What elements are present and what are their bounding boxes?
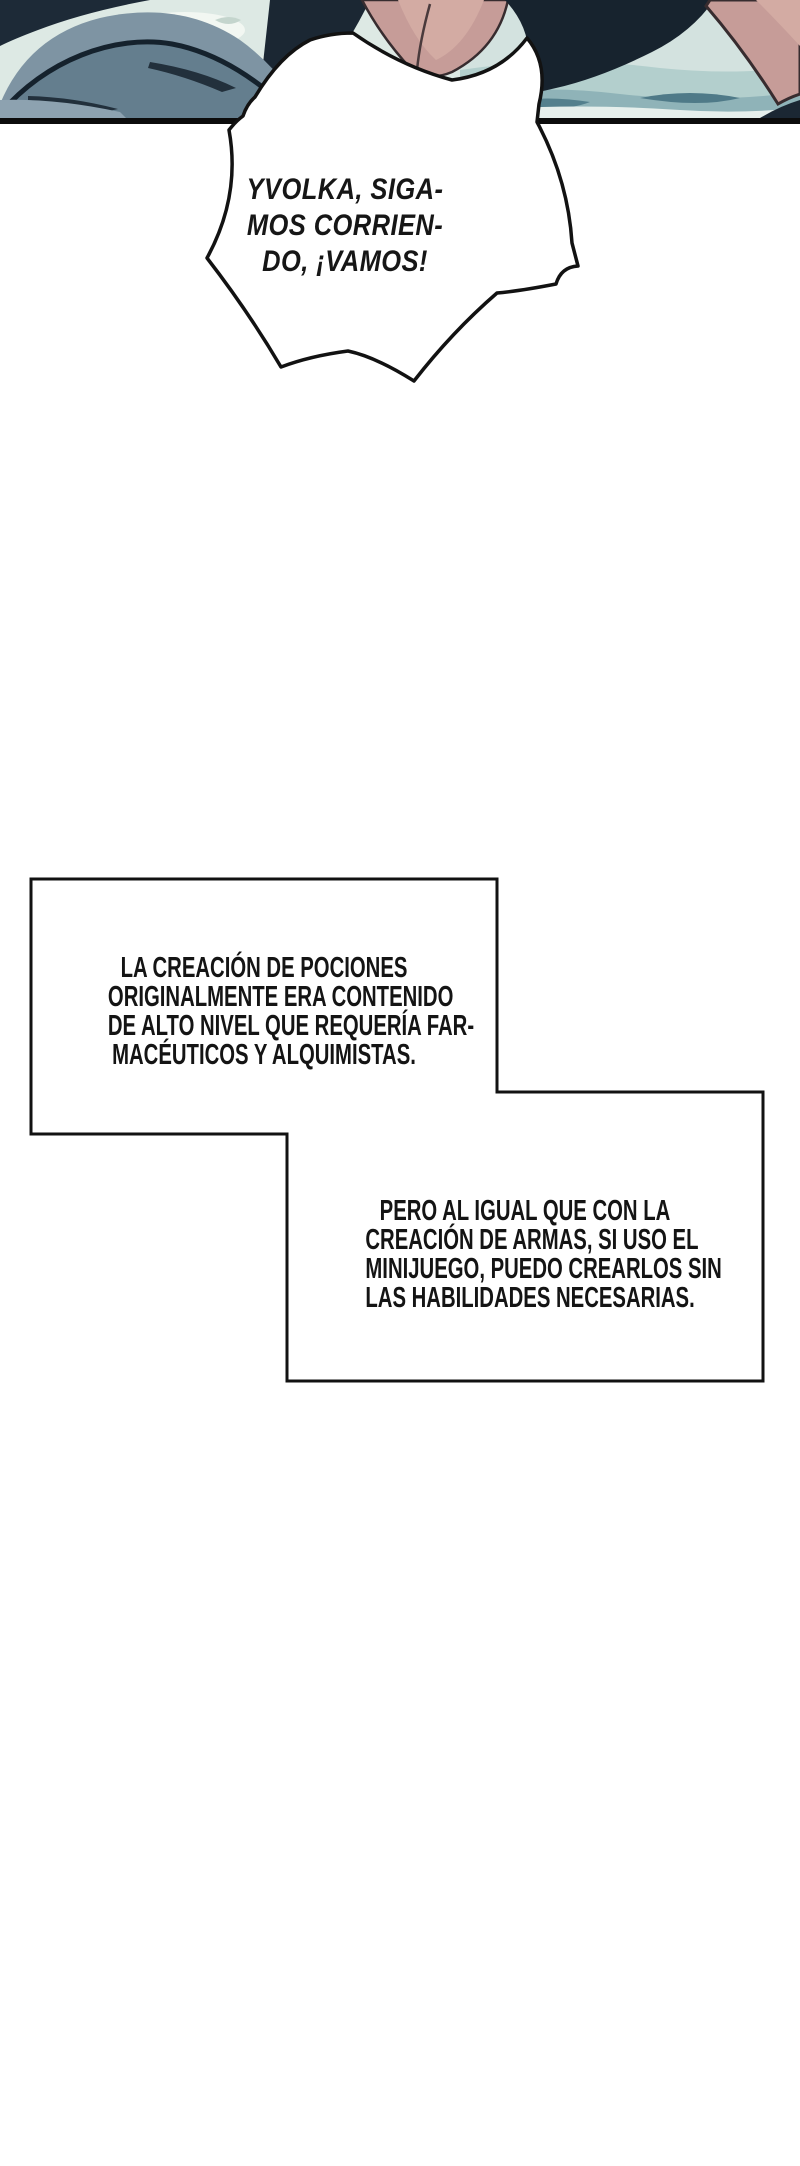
caption-line: LA CREACIÓN DE POCIONES xyxy=(120,952,408,984)
caption-line: DE ALTO NIVEL QUE REQUERÍA FAR- xyxy=(107,1010,475,1042)
caption-box-2-text xyxy=(365,1195,722,1314)
caption-line: PERO AL IGUAL QUE CON LA xyxy=(379,1195,671,1227)
bubble-line: MOS CORRIEN- xyxy=(246,209,444,242)
bubble-line: DO, ¡VAMOS! xyxy=(262,245,428,278)
caption-boxes-shape xyxy=(0,860,800,1400)
speech-bubble-text xyxy=(218,172,473,280)
caption-line: ORIGINALMENTE ERA CONTENIDO xyxy=(107,981,454,1013)
caption-line: MINIJUEGO, PUEDO CREARLOS SIN xyxy=(365,1253,722,1285)
caption-box-1-text xyxy=(107,952,475,1071)
caption-line: MACÉUTICOS Y ALQUIMISTAS. xyxy=(112,1039,416,1071)
bubble-line: YVOLKA, SIGA- xyxy=(246,173,444,206)
caption-line: CREACIÓN DE ARMAS, SI USO EL xyxy=(365,1224,699,1256)
caption-line: LAS HABILIDADES NECESARIAS. xyxy=(365,1282,695,1314)
